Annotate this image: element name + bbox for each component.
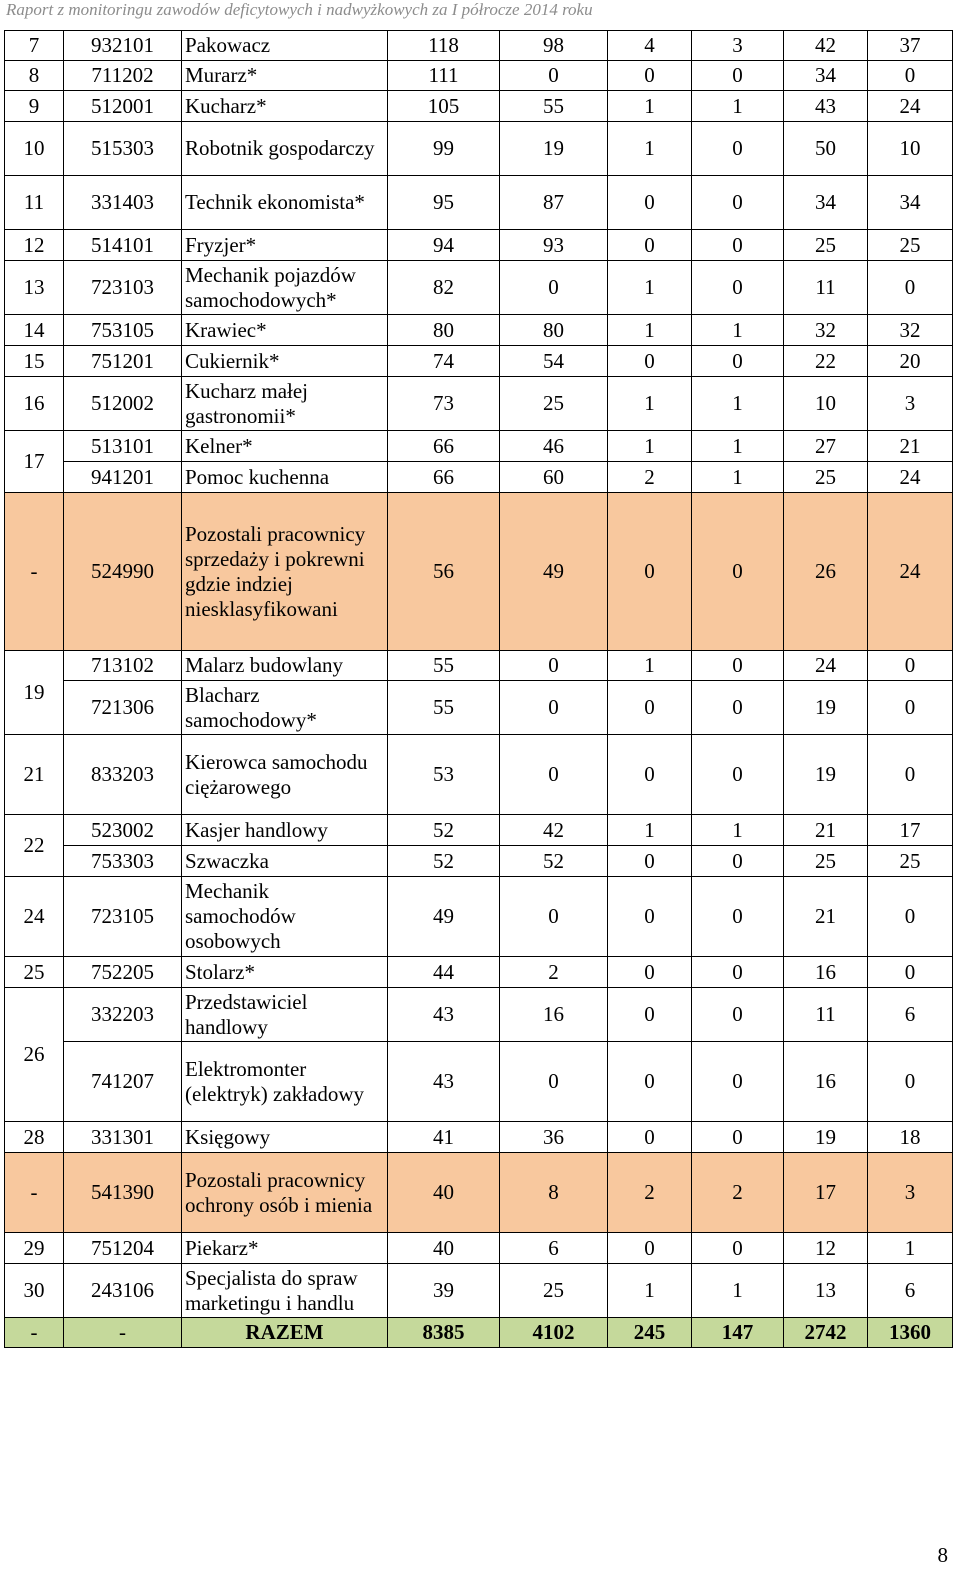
code-cell: 751201 <box>64 346 182 377</box>
col4-cell: 1 <box>692 815 784 846</box>
rank-cell: 19 <box>5 651 64 735</box>
col6-cell: 0 <box>868 651 953 681</box>
col1-cell: 105 <box>388 91 500 122</box>
col5-cell: 12 <box>784 1233 868 1264</box>
col1-cell: 49 <box>388 877 500 957</box>
code-cell: 711202 <box>64 61 182 91</box>
col5-cell: 42 <box>784 31 868 61</box>
col6-cell: 0 <box>868 261 953 315</box>
col1-cell: 94 <box>388 230 500 261</box>
rank-cell: 22 <box>5 815 64 877</box>
rank-cell: 10 <box>5 122 64 176</box>
table-row <box>5 1122 953 1153</box>
report-header: Raport z monitoringu zawodów deficytowych i nadwyżkowych za I półrocze 2014 roku <box>6 0 593 19</box>
code-cell: 753303 <box>64 846 182 877</box>
col3-cell: 1 <box>608 815 692 846</box>
table-row <box>5 1042 953 1122</box>
col3-cell: 0 <box>608 61 692 91</box>
col1-cell: 53 <box>388 735 500 815</box>
col5-cell: 19 <box>784 1122 868 1153</box>
col4-cell: 1 <box>692 315 784 346</box>
col6-cell: 1 <box>868 1233 953 1264</box>
code-cell: 512001 <box>64 91 182 122</box>
col2-cell: 55 <box>500 91 608 122</box>
total-col6-cell: 1360 <box>868 1318 953 1348</box>
col5-cell: 19 <box>784 681 868 735</box>
occupation-name-cell: Kasjer handlowy <box>182 815 388 846</box>
occupation-name-cell: Blacharz samochodowy* <box>182 681 388 735</box>
code-cell: 723105 <box>64 877 182 957</box>
col4-cell: 0 <box>692 957 784 988</box>
col3-cell: 0 <box>608 988 692 1042</box>
col6-cell: 24 <box>868 462 953 493</box>
col4-cell: 1 <box>692 377 784 431</box>
total-label-cell: RAZEM <box>182 1318 388 1348</box>
col4-cell: 0 <box>692 877 784 957</box>
col4-cell: 0 <box>692 493 784 651</box>
table-row <box>5 957 953 988</box>
col3-cell: 2 <box>608 462 692 493</box>
table-row <box>5 1264 953 1318</box>
code-cell: 515303 <box>64 122 182 176</box>
col2-cell: 42 <box>500 815 608 846</box>
col3-cell: 1 <box>608 1264 692 1318</box>
col6-cell: 20 <box>868 346 953 377</box>
table-row <box>5 346 953 377</box>
rank-cell: 30 <box>5 1264 64 1318</box>
col1-cell: 82 <box>388 261 500 315</box>
table-row <box>5 462 953 493</box>
col4-cell: 0 <box>692 346 784 377</box>
total-col3-cell: 245 <box>608 1318 692 1348</box>
col6-cell: 37 <box>868 31 953 61</box>
rank-cell: 11 <box>5 176 64 230</box>
col3-cell: 1 <box>608 122 692 176</box>
table-row <box>5 846 953 877</box>
col2-cell: 2 <box>500 957 608 988</box>
col1-cell: 39 <box>388 1264 500 1318</box>
table-row <box>5 988 953 1042</box>
col5-cell: 34 <box>784 61 868 91</box>
code-cell: 721306 <box>64 681 182 735</box>
total-code-cell: - <box>64 1318 182 1348</box>
col3-cell: 1 <box>608 377 692 431</box>
col6-cell: 25 <box>868 846 953 877</box>
occupation-name-cell: Kelner* <box>182 431 388 462</box>
col3-cell: 0 <box>608 877 692 957</box>
col2-cell: 60 <box>500 462 608 493</box>
col4-cell: 0 <box>692 735 784 815</box>
table-row <box>5 61 953 91</box>
occupation-name-cell: Murarz* <box>182 61 388 91</box>
col5-cell: 16 <box>784 1042 868 1122</box>
rank-cell: 16 <box>5 377 64 431</box>
rank-cell: 13 <box>5 261 64 315</box>
table-row <box>5 681 953 735</box>
col3-cell: 0 <box>608 681 692 735</box>
col5-cell: 32 <box>784 315 868 346</box>
col4-cell: 1 <box>692 1264 784 1318</box>
col5-cell: 16 <box>784 957 868 988</box>
occupation-name-cell: Specjalista do spraw marketingu i handlu <box>182 1264 388 1318</box>
col6-cell: 24 <box>868 91 953 122</box>
col4-cell: 0 <box>692 651 784 681</box>
col2-cell: 80 <box>500 315 608 346</box>
col6-cell: 6 <box>868 988 953 1042</box>
col6-cell: 0 <box>868 681 953 735</box>
occupation-name-cell: Pozostali pracownicy sprzedaży i pokrewni gdzie indziej niesklasyfikowani <box>182 493 388 651</box>
col6-cell: 0 <box>868 877 953 957</box>
occupation-name-cell: Szwaczka <box>182 846 388 877</box>
occupations-table <box>4 30 953 1348</box>
occupation-name-cell: Fryzjer* <box>182 230 388 261</box>
rank-cell: 15 <box>5 346 64 377</box>
rank-cell: 24 <box>5 877 64 957</box>
col3-cell: 0 <box>608 735 692 815</box>
col4-cell: 0 <box>692 1122 784 1153</box>
rank-cell: 12 <box>5 230 64 261</box>
col3-cell: 1 <box>608 261 692 315</box>
col2-cell: 52 <box>500 846 608 877</box>
total-col2-cell: 4102 <box>500 1318 608 1348</box>
code-cell: 541390 <box>64 1153 182 1233</box>
occupation-name-cell: Pomoc kuchenna <box>182 462 388 493</box>
table-row <box>5 877 953 957</box>
col2-cell: 87 <box>500 176 608 230</box>
col2-cell: 25 <box>500 1264 608 1318</box>
col6-cell: 0 <box>868 957 953 988</box>
col5-cell: 10 <box>784 377 868 431</box>
col1-cell: 74 <box>388 346 500 377</box>
col3-cell: 0 <box>608 176 692 230</box>
table-row <box>5 735 953 815</box>
col1-cell: 56 <box>388 493 500 651</box>
table-row <box>5 261 953 315</box>
col3-cell: 1 <box>608 315 692 346</box>
col1-cell: 52 <box>388 846 500 877</box>
occupation-name-cell: Księgowy <box>182 1122 388 1153</box>
col3-cell: 1 <box>608 651 692 681</box>
col4-cell: 1 <box>692 91 784 122</box>
col2-cell: 0 <box>500 877 608 957</box>
col4-cell: 0 <box>692 261 784 315</box>
col6-cell: 6 <box>868 1264 953 1318</box>
col6-cell: 32 <box>868 315 953 346</box>
total-col4-cell: 147 <box>692 1318 784 1348</box>
code-cell: 752205 <box>64 957 182 988</box>
table-row-highlighted <box>5 1153 953 1233</box>
occupation-name-cell: Mechanik pojazdów samochodowych* <box>182 261 388 315</box>
col4-cell: 1 <box>692 431 784 462</box>
col5-cell: 13 <box>784 1264 868 1318</box>
code-cell: 514101 <box>64 230 182 261</box>
col2-cell: 0 <box>500 681 608 735</box>
col2-cell: 0 <box>500 651 608 681</box>
col4-cell: 0 <box>692 681 784 735</box>
occupation-name-cell: Przedstawiciel handlowy <box>182 988 388 1042</box>
code-cell: 833203 <box>64 735 182 815</box>
col3-cell: 1 <box>608 91 692 122</box>
col1-cell: 118 <box>388 31 500 61</box>
code-cell: 512002 <box>64 377 182 431</box>
col6-cell: 0 <box>868 1042 953 1122</box>
rank-cell: 29 <box>5 1233 64 1264</box>
code-cell: 741207 <box>64 1042 182 1122</box>
occupation-name-cell: Cukiernik* <box>182 346 388 377</box>
code-cell: 331301 <box>64 1122 182 1153</box>
rank-cell: - <box>5 493 64 651</box>
col1-cell: 43 <box>388 988 500 1042</box>
col1-cell: 43 <box>388 1042 500 1122</box>
col5-cell: 50 <box>784 122 868 176</box>
col2-cell: 93 <box>500 230 608 261</box>
col4-cell: 0 <box>692 230 784 261</box>
col5-cell: 21 <box>784 815 868 846</box>
col2-cell: 98 <box>500 31 608 61</box>
occupation-name-cell: Elektromonter (elektryk) zakładowy <box>182 1042 388 1122</box>
col3-cell: 0 <box>608 493 692 651</box>
rank-cell: 28 <box>5 1122 64 1153</box>
col4-cell: 0 <box>692 988 784 1042</box>
col4-cell: 2 <box>692 1153 784 1233</box>
col1-cell: 66 <box>388 431 500 462</box>
col4-cell: 3 <box>692 31 784 61</box>
table-row <box>5 431 953 462</box>
col6-cell: 21 <box>868 431 953 462</box>
col5-cell: 19 <box>784 735 868 815</box>
col2-cell: 0 <box>500 61 608 91</box>
rank-cell: 25 <box>5 957 64 988</box>
code-cell: 723103 <box>64 261 182 315</box>
occupation-name-cell: Kucharz małej gastronomii* <box>182 377 388 431</box>
occupation-name-cell: Pakowacz <box>182 31 388 61</box>
col2-cell: 16 <box>500 988 608 1042</box>
col5-cell: 25 <box>784 230 868 261</box>
col1-cell: 41 <box>388 1122 500 1153</box>
table-row <box>5 1233 953 1264</box>
col6-cell: 0 <box>868 61 953 91</box>
col2-cell: 0 <box>500 735 608 815</box>
rank-cell: 26 <box>5 988 64 1122</box>
table-row <box>5 815 953 846</box>
occupation-name-cell: Technik ekonomista* <box>182 176 388 230</box>
col4-cell: 1 <box>692 462 784 493</box>
col1-cell: 40 <box>388 1153 500 1233</box>
code-cell: 753105 <box>64 315 182 346</box>
col2-cell: 46 <box>500 431 608 462</box>
occupation-name-cell: Robotnik gospodarczy <box>182 122 388 176</box>
col6-cell: 3 <box>868 1153 953 1233</box>
col1-cell: 55 <box>388 651 500 681</box>
col5-cell: 11 <box>784 988 868 1042</box>
col2-cell: 25 <box>500 377 608 431</box>
occupation-name-cell: Kucharz* <box>182 91 388 122</box>
col2-cell: 0 <box>500 261 608 315</box>
col3-cell: 0 <box>608 1233 692 1264</box>
col6-cell: 18 <box>868 1122 953 1153</box>
col6-cell: 34 <box>868 176 953 230</box>
rank-cell: 7 <box>5 31 64 61</box>
col5-cell: 11 <box>784 261 868 315</box>
table-row <box>5 315 953 346</box>
col2-cell: 54 <box>500 346 608 377</box>
col6-cell: 10 <box>868 122 953 176</box>
col1-cell: 66 <box>388 462 500 493</box>
col5-cell: 27 <box>784 431 868 462</box>
col2-cell: 36 <box>500 1122 608 1153</box>
occupation-name-cell: Pozostali pracownicy ochrony osób i mienia <box>182 1153 388 1233</box>
occupation-name-cell: Kierowca samochodu ciężarowego <box>182 735 388 815</box>
code-cell: 513101 <box>64 431 182 462</box>
total-col1-cell: 8385 <box>388 1318 500 1348</box>
occupation-name-cell: Malarz budowlany <box>182 651 388 681</box>
col2-cell: 8 <box>500 1153 608 1233</box>
col4-cell: 0 <box>692 61 784 91</box>
col3-cell: 0 <box>608 346 692 377</box>
col2-cell: 6 <box>500 1233 608 1264</box>
col1-cell: 55 <box>388 681 500 735</box>
rank-cell: 8 <box>5 61 64 91</box>
table-row-highlighted <box>5 493 953 651</box>
col3-cell: 0 <box>608 230 692 261</box>
code-cell: 941201 <box>64 462 182 493</box>
code-cell: 932101 <box>64 31 182 61</box>
col3-cell: 1 <box>608 431 692 462</box>
col6-cell: 3 <box>868 377 953 431</box>
col6-cell: 0 <box>868 735 953 815</box>
total-row <box>5 1318 953 1348</box>
occupation-name-cell: Krawiec* <box>182 315 388 346</box>
page-number: 8 <box>937 1543 948 1567</box>
occupation-name-cell: Mechanik samochodów osobowych <box>182 877 388 957</box>
col1-cell: 40 <box>388 1233 500 1264</box>
occupation-name-cell: Piekarz* <box>182 1233 388 1264</box>
occupation-name-cell: Stolarz* <box>182 957 388 988</box>
col4-cell: 0 <box>692 1233 784 1264</box>
total-rank-cell: - <box>5 1318 64 1348</box>
col4-cell: 0 <box>692 1042 784 1122</box>
table-row <box>5 176 953 230</box>
col3-cell: 4 <box>608 31 692 61</box>
col1-cell: 73 <box>388 377 500 431</box>
col4-cell: 0 <box>692 846 784 877</box>
table-row <box>5 31 953 61</box>
col3-cell: 0 <box>608 1042 692 1122</box>
table-row <box>5 230 953 261</box>
col4-cell: 0 <box>692 176 784 230</box>
col1-cell: 95 <box>388 176 500 230</box>
code-cell: 751204 <box>64 1233 182 1264</box>
code-cell: 713102 <box>64 651 182 681</box>
col2-cell: 19 <box>500 122 608 176</box>
col1-cell: 52 <box>388 815 500 846</box>
code-cell: 524990 <box>64 493 182 651</box>
rank-cell: 17 <box>5 431 64 493</box>
col2-cell: 49 <box>500 493 608 651</box>
col3-cell: 2 <box>608 1153 692 1233</box>
col5-cell: 22 <box>784 346 868 377</box>
col5-cell: 43 <box>784 91 868 122</box>
rank-cell: 9 <box>5 91 64 122</box>
table-row <box>5 377 953 431</box>
col5-cell: 24 <box>784 651 868 681</box>
code-cell: 523002 <box>64 815 182 846</box>
rank-cell: 21 <box>5 735 64 815</box>
col3-cell: 0 <box>608 846 692 877</box>
col1-cell: 44 <box>388 957 500 988</box>
col6-cell: 25 <box>868 230 953 261</box>
col6-cell: 24 <box>868 493 953 651</box>
col2-cell: 0 <box>500 1042 608 1122</box>
col1-cell: 111 <box>388 61 500 91</box>
col5-cell: 21 <box>784 877 868 957</box>
col5-cell: 25 <box>784 462 868 493</box>
col6-cell: 17 <box>868 815 953 846</box>
rank-cell: - <box>5 1153 64 1233</box>
col4-cell: 0 <box>692 122 784 176</box>
rank-cell: 14 <box>5 315 64 346</box>
col3-cell: 0 <box>608 1122 692 1153</box>
col5-cell: 34 <box>784 176 868 230</box>
col5-cell: 26 <box>784 493 868 651</box>
col1-cell: 80 <box>388 315 500 346</box>
table-row <box>5 122 953 176</box>
col5-cell: 25 <box>784 846 868 877</box>
code-cell: 243106 <box>64 1264 182 1318</box>
col5-cell: 17 <box>784 1153 868 1233</box>
total-col5-cell: 2742 <box>784 1318 868 1348</box>
table-row <box>5 651 953 681</box>
col3-cell: 0 <box>608 957 692 988</box>
code-cell: 331403 <box>64 176 182 230</box>
code-cell: 332203 <box>64 988 182 1042</box>
col1-cell: 99 <box>388 122 500 176</box>
table-row <box>5 91 953 122</box>
